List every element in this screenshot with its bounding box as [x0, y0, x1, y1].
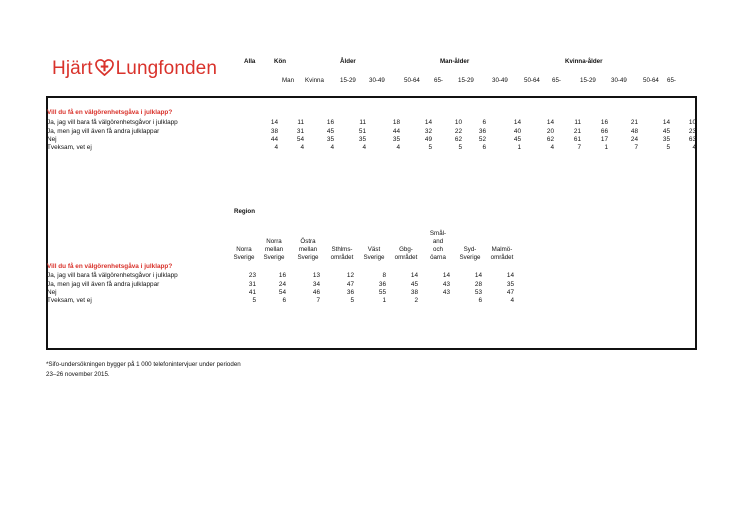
table-cell: 14	[442, 272, 450, 279]
region-header-line	[326, 238, 358, 246]
table-cell: 5	[666, 144, 670, 151]
logo-right: Lungfonden	[115, 58, 218, 79]
table-cell: 12	[346, 272, 354, 279]
region-header-line: Sverige	[233, 254, 255, 261]
table2-question: Vill du få en välgörenhetsgåva i julklapp?	[47, 263, 173, 270]
region-column-header	[326, 238, 358, 262]
table-cell: 4	[330, 144, 334, 151]
region-column-header	[390, 238, 422, 262]
table-cell: 35	[392, 136, 400, 143]
table-cell: 44	[392, 128, 400, 135]
table-cell: 45	[513, 136, 521, 143]
row-label: Ja, men jag vill även få andra julklappar	[47, 281, 160, 288]
table-cell: 47	[506, 289, 514, 296]
table-cell: 21	[573, 128, 581, 135]
table-cell: 4	[510, 297, 514, 304]
logo-left: Hjärt	[52, 58, 93, 79]
region-column-header	[258, 238, 290, 262]
region-column-header	[292, 238, 324, 262]
col-header: 50-64	[643, 77, 659, 84]
table-cell: 47	[346, 281, 354, 288]
table-cell: 54	[278, 289, 286, 296]
region-header-line: mellan	[298, 246, 318, 253]
table1-question: Vill du få en välgörenhetsgåva i julklapp?	[47, 109, 173, 116]
table-cell: 7	[316, 297, 320, 304]
header-alla: Alla	[244, 58, 256, 65]
table-cell: 14	[513, 119, 521, 126]
col-header: Kvinna	[305, 77, 324, 84]
table-cell: 13	[312, 272, 320, 279]
table-cell: 1	[604, 144, 608, 151]
table-cell: 55	[378, 289, 386, 296]
table-cell: 34	[312, 281, 320, 288]
table-cell: 6	[482, 119, 486, 126]
table-cell: 40	[513, 128, 521, 135]
row-label: Tveksam, vet ej	[47, 144, 92, 151]
table-cell: 4	[550, 144, 554, 151]
col-header: 15-29	[340, 77, 356, 84]
table-cell: 5	[252, 297, 256, 304]
table-cell: 23	[688, 128, 696, 135]
table-cell: 16	[600, 119, 608, 126]
row-label: Nej	[47, 136, 57, 143]
header-man-alder: Man-ålder	[440, 58, 470, 65]
table-cell: 18	[392, 119, 400, 126]
table-cell: 14	[474, 272, 482, 279]
region-header-line: Gbg-	[399, 246, 413, 253]
table-cell: 46	[312, 289, 320, 296]
table-cell: 38	[270, 128, 278, 135]
region-header-line: Sverige	[263, 254, 285, 261]
region-header-line: Sverige	[297, 254, 319, 261]
table-cell: 24	[630, 136, 638, 143]
table-cell: 10	[688, 119, 696, 126]
table-cell: 63	[688, 136, 696, 143]
table-cell: 7	[577, 144, 581, 151]
region-header-line	[390, 238, 422, 246]
table-cell: 45	[410, 281, 418, 288]
region-header-line: området	[394, 254, 418, 261]
header-kon: Kön	[274, 58, 287, 65]
col-header: 65-	[552, 77, 561, 84]
col-header: 30-49	[369, 77, 385, 84]
table-cell: 24	[278, 281, 286, 288]
table-cell: 48	[630, 128, 638, 135]
table-cell: 4	[274, 144, 278, 151]
region-header-line	[228, 238, 260, 246]
table-cell: 35	[358, 136, 366, 143]
region-column-header	[358, 238, 390, 262]
table-cell: 14	[662, 119, 670, 126]
table-cell: 28	[474, 281, 482, 288]
table-cell: 2	[414, 297, 418, 304]
table-cell: 4	[300, 144, 304, 151]
region-header-line: Smål-	[429, 230, 447, 237]
row-label: Ja, jag vill bara få välgörenhetsgåvor i julklapp	[47, 119, 178, 126]
table-cell: 53	[474, 289, 482, 296]
table-cell: 1	[517, 144, 521, 151]
logo	[52, 58, 217, 80]
table-cell: 14	[546, 119, 554, 126]
col-header: 65-	[434, 77, 443, 84]
region-column-header	[422, 230, 454, 262]
table-cell: 36	[478, 128, 486, 135]
region-header-line	[358, 238, 390, 246]
region-header-line: Malmö-	[491, 246, 513, 253]
header-alder: Ålder	[340, 58, 356, 65]
table-cell: 52	[478, 136, 486, 143]
region-header-line: Väst	[367, 246, 381, 253]
region-header-line: Sverige	[363, 254, 385, 261]
col-header: Man	[282, 77, 295, 84]
table-cell: 5	[458, 144, 462, 151]
col-header: 65-	[667, 77, 676, 84]
table-cell: 16	[326, 119, 334, 126]
table-cell: 51	[358, 128, 366, 135]
table-cell: 6	[478, 297, 482, 304]
table-cell: 7	[634, 144, 638, 151]
table-cell: 49	[424, 136, 432, 143]
table-cell: 31	[296, 128, 304, 135]
table-cell: 31	[248, 281, 256, 288]
col-header: 15-29	[580, 77, 596, 84]
table-cell: 43	[442, 281, 450, 288]
table-cell: 35	[662, 136, 670, 143]
table-cell: 6	[482, 144, 486, 151]
table-cell: 4	[396, 144, 400, 151]
region-header-line: mellan	[264, 246, 284, 253]
region-column-header	[454, 238, 486, 262]
region-header-line: Syd-	[463, 246, 477, 253]
table-cell: 45	[326, 128, 334, 135]
region-header-line: Norra	[266, 238, 282, 245]
region-header-line: and	[432, 238, 444, 245]
table-cell: 44	[270, 136, 278, 143]
table-cell: 41	[248, 289, 256, 296]
region-header-line: Östra	[300, 238, 316, 245]
region-header-line: och	[433, 246, 443, 253]
table-cell: 35	[506, 281, 514, 288]
table-cell: 36	[378, 281, 386, 288]
table-cell: 11	[359, 119, 366, 126]
row-label: Ja, men jag vill även få andra julklappar	[47, 128, 160, 135]
region-header-line: Sthlms-	[331, 246, 353, 253]
table-cell: 23	[248, 272, 256, 279]
region-column-header	[486, 238, 518, 262]
table-cell: 62	[454, 136, 462, 143]
table-cell: 11	[574, 119, 581, 126]
table-cell: 14	[506, 272, 514, 279]
region-column-header	[228, 238, 260, 262]
heart-cross-icon	[95, 59, 114, 76]
table-cell: 6	[282, 297, 286, 304]
row-label: Ja, jag vill bara få välgörenhetsgåvor i julklapp	[47, 272, 178, 279]
region-header-line: Sverige	[459, 254, 481, 261]
col-header: 50-64	[404, 77, 420, 84]
table-cell: 5	[350, 297, 354, 304]
table-cell: 61	[573, 136, 581, 143]
table-cell: 14	[410, 272, 418, 279]
table-cell: 21	[630, 119, 638, 126]
header-kvinna-alder: Kvinna-ålder	[565, 58, 603, 65]
col-header: 30-49	[492, 77, 508, 84]
table-cell: 36	[346, 289, 354, 296]
table-cell: 22	[454, 128, 462, 135]
header-region: Region	[234, 208, 255, 215]
table-cell: 45	[662, 128, 670, 135]
region-header-line: området	[330, 254, 354, 261]
region-header-line: öarna	[430, 254, 446, 261]
table-cell: 43	[442, 289, 450, 296]
table-cell: 32	[424, 128, 432, 135]
table-cell: 4	[692, 144, 696, 151]
table-cell: 5	[428, 144, 432, 151]
table-cell: 35	[326, 136, 334, 143]
table-cell: 14	[424, 119, 432, 126]
row-label: Nej	[47, 289, 57, 296]
col-header: 30-49	[611, 77, 627, 84]
table-cell: 16	[278, 272, 286, 279]
table-cell: 17	[600, 136, 608, 143]
table-cell: 4	[362, 144, 366, 151]
region-header-line	[454, 238, 486, 246]
table-cell: 11	[297, 119, 304, 126]
col-header: 15-29	[458, 77, 474, 84]
table-cell: 62	[546, 136, 554, 143]
table-cell: 20	[546, 128, 554, 135]
col-header: 50-64	[524, 77, 540, 84]
table-cell: 66	[600, 128, 608, 135]
row-label: Tveksam, vet ej	[47, 297, 92, 304]
table-cell: 14	[270, 119, 278, 126]
table-cell: 1	[382, 297, 386, 304]
table-cell: 8	[382, 272, 386, 279]
region-header-line	[486, 238, 518, 246]
table-cell: 54	[296, 136, 304, 143]
footnote: *Sifo-undersökningen bygger på 1 000 telefonintervjuer under perioden 23–26 november 2015.	[46, 361, 241, 378]
region-header-line: området	[490, 254, 514, 261]
table-cell: 38	[410, 289, 418, 296]
region-header-line: Norra	[236, 246, 252, 253]
table-cell: 10	[454, 119, 462, 126]
